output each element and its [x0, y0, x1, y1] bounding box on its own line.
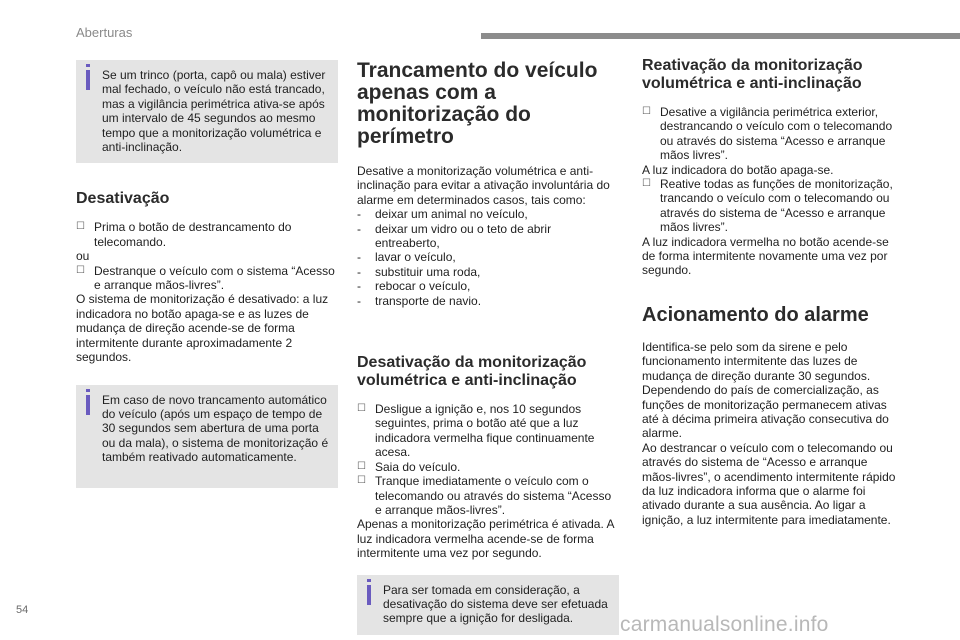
heading-reativacao: Reativação da monitorização volumétrica e anti-inclinação — [642, 57, 863, 92]
checkbox-icon: ☐ — [357, 403, 366, 415]
step-item: ☐ Desligue a ignição e, nos 10 segundos seguintes, prima o botão até que a luz indicadora vermelha fique continuamente acesa. — [357, 402, 595, 460]
header-rule — [481, 33, 960, 39]
note-text: Em caso de novo trancamento automático do veículo (após um espaço de tempo de 30 segundos sem abertura de uma porta ou da mala), o sistema de monitorização é também reativado automaticamente. — [102, 392, 329, 465]
column-1 — [76, 60, 338, 488]
step-item: ☐ Desative a vigilância perimétrica exterior, destrancando o veículo com o telecomando ou através do sistema “Acesso e arranque mãos livres”. — [642, 105, 893, 163]
paragraph: Dependendo do país de comercialização, as funções de monitorização permanecem ativas até à décima primeira ativação consecutiva do alarme. — [642, 383, 889, 441]
step-item: ☐ Reative todas as funções de monitorização, trancando o veículo com o telecomando ou através do sistema de “Acesso e arranque mãos livres”. — [642, 177, 893, 235]
note-text: Para ser tomada em consideração, a desativação do sistema deve ser efetuada sempre que a ignição for desligada. — [383, 582, 608, 626]
info-icon — [367, 585, 371, 605]
checkbox-icon: ☐ — [357, 460, 366, 472]
checkbox-icon: ☐ — [76, 264, 85, 276]
dash-list — [357, 207, 619, 308]
paragraph: A luz indicadora vermelha no botão acende-se de forma intermitente novamente uma vez por segundo. — [642, 234, 889, 278]
heading-desativacao-volumetrica: Desativação da monitorização volumétrica e anti-inclinação — [357, 354, 587, 390]
paragraph: Identifica-se pelo som da sirene e pelo funcionamento intermitente das luzes de mudança de direção durante 30 segundos. — [642, 339, 871, 383]
checkbox-icon: ☐ — [76, 221, 85, 233]
note-text: Se um trinco (porta, capô ou mala) estiver mal fechado, o veículo não está trancado, mas a vigilância perimétrica ativa-se após um intervalo de 45 segundos ao mesmo tempo que a monitorização volumétrica e anti-inclinação. — [102, 68, 326, 155]
step-item: ☐ Destranque o veículo com o sistema “Acesso e arranque mãos-livres”. — [76, 263, 335, 293]
list-item: - deixar um vidro ou o teto de abrir entreaberto, — [357, 221, 552, 251]
checkbox-icon: ☐ — [642, 178, 651, 190]
info-icon — [86, 395, 90, 415]
info-note-ignition — [357, 575, 619, 635]
info-icon — [86, 70, 90, 90]
paragraph: Apenas a monitorização perimétrica é ativada. A luz indicadora vermelha acende-se de forma intermitente uma vez por segundo. — [357, 517, 614, 561]
paragraph: O sistema de monitorização é desativado: a luz indicadora no botão apaga-se e as luzes de mudança de direção acende-se de forma intermitente durante aproximadamente 2 segundos. — [76, 292, 329, 365]
heading-desativacao: Desativação — [76, 190, 170, 208]
info-note-latch — [76, 60, 338, 163]
page-number: 54 — [16, 604, 29, 616]
paragraph: A luz indicadora do botão apaga-se. — [642, 162, 834, 177]
checkbox-icon: ☐ — [642, 106, 651, 117]
heading-trancamento-perimetro: Trancamento do veículo apenas com a monitorização do perímetro — [357, 59, 598, 148]
list-item: - lavar o veículo, — [357, 250, 456, 265]
list-item: - substituir uma roda, — [357, 264, 481, 279]
step-item: ☐ Tranque imediatamente o veículo com o telecomando ou através do sistema “Acesso e arranque mãos-livres”. — [357, 474, 612, 517]
list-item: - rebocar o veículo, — [357, 279, 471, 294]
or-text: ou — [76, 249, 90, 264]
paragraph: Desative a monitorização volumétrica e anti-inclinação para evitar a ativação involuntária do alarme em determinados casos, tais como: — [357, 164, 610, 207]
heading-acionamento: Acionamento do alarme — [642, 303, 869, 326]
section-title: Aberturas — [76, 25, 133, 40]
column-3 — [642, 57, 904, 527]
step-item: ☐ Saia do veículo. — [357, 459, 461, 474]
list-item: - deixar um animal no veículo, — [357, 207, 528, 222]
column-2 — [357, 60, 619, 635]
checkbox-icon: ☐ — [357, 475, 366, 487]
watermark: carmanualsonline.info — [620, 613, 829, 636]
paragraph: Ao destrancar o veículo com o telecomando ou através do sistema de “Acesso e arranque mãos-livres”, o acendimento intermitente rápido da luz indicadora informa que o alarme foi ativado durante a sua ausência. Ao ligar a ignição, a luz intermitente para imediatamente. — [642, 440, 896, 527]
list-item: - transporte de navio. — [357, 293, 482, 308]
info-note-auto-relock — [76, 385, 338, 488]
step-item: ☐ Prima o botão de destrancamento do telecomando. — [76, 220, 292, 249]
